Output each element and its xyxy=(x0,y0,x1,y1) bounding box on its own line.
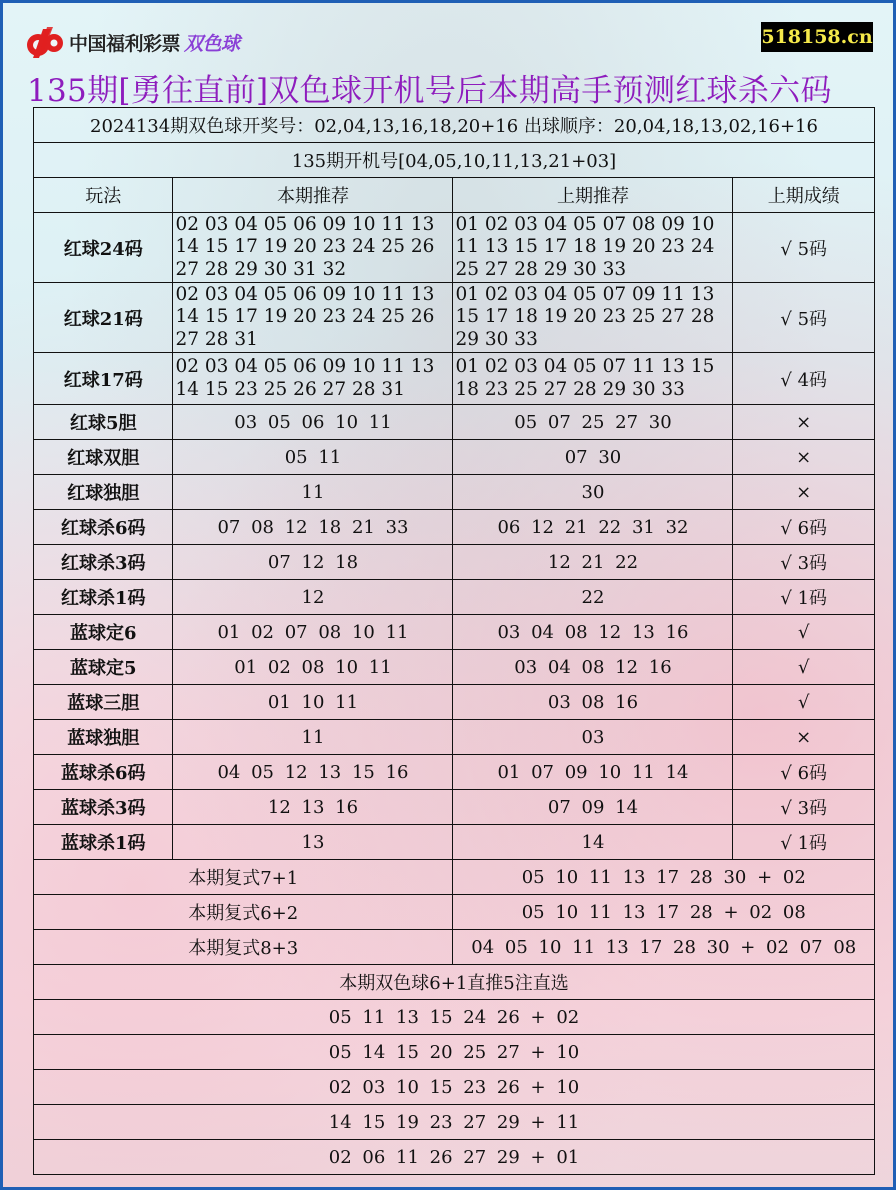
table-row xyxy=(34,353,875,405)
previous-numbers: 01 02 03 04 05 07 11 13 15 18 23 25 27 28 29 30 33 xyxy=(453,353,733,405)
previous-result: × xyxy=(733,405,875,440)
table-row xyxy=(34,720,875,755)
direct-pick-row xyxy=(34,1035,875,1070)
compound-row xyxy=(34,860,875,895)
table-row xyxy=(34,650,875,685)
row-label: 红球双胆 xyxy=(34,440,173,475)
table-row xyxy=(34,685,875,720)
previous-result: √ 6码 xyxy=(733,755,875,790)
direct-pick-row xyxy=(34,1140,875,1175)
current-numbers: 01 02 07 08 10 11 xyxy=(173,615,453,650)
machine-numbers-text: 135期开机号[04,05,10,11,13,21+03] xyxy=(34,143,875,178)
row-label: 红球独胆 xyxy=(34,475,173,510)
row-label: 红球21码 xyxy=(34,283,173,353)
current-numbers: 12 xyxy=(173,580,453,615)
current-numbers: 07 12 18 xyxy=(173,545,453,580)
direct-pick-row xyxy=(34,1070,875,1105)
previous-result: × xyxy=(733,440,875,475)
direct-pick-row xyxy=(34,1105,875,1140)
previous-result: √ 5码 xyxy=(733,283,875,353)
compound-row xyxy=(34,895,875,930)
row-label: 蓝球定5 xyxy=(34,650,173,685)
compound-label: 本期复式7+1 xyxy=(34,860,453,895)
previous-numbers: 22 xyxy=(453,580,733,615)
previous-result: √ 3码 xyxy=(733,790,875,825)
current-numbers: 04 05 12 13 15 16 xyxy=(173,755,453,790)
direct-pick: 05 14 15 20 25 27 + 10 xyxy=(34,1035,875,1070)
current-numbers: 13 xyxy=(173,825,453,860)
row-label: 红球17码 xyxy=(34,353,173,405)
previous-numbers: 05 07 25 27 30 xyxy=(453,405,733,440)
table-row xyxy=(34,475,875,510)
header-play-type: 玩法 xyxy=(34,178,173,213)
table-row xyxy=(34,580,875,615)
machine-numbers-row xyxy=(34,143,875,178)
logo-text: 中国福利彩票 xyxy=(69,32,181,55)
previous-result: √ 4码 xyxy=(733,353,875,405)
current-numbers: 01 02 08 10 11 xyxy=(173,650,453,685)
row-label: 蓝球三胆 xyxy=(34,685,173,720)
compound-numbers: 05 10 11 13 17 28 + 02 08 xyxy=(453,895,875,930)
current-numbers: 02 03 04 05 06 09 10 11 13 14 15 17 19 20 23 24 25 26 27 28 29 30 31 32 xyxy=(173,213,453,283)
row-label: 红球5胆 xyxy=(34,405,173,440)
table-row xyxy=(34,405,875,440)
current-numbers: 11 xyxy=(173,475,453,510)
table-row xyxy=(34,213,875,283)
welfare-lottery-logo-icon xyxy=(23,25,65,59)
previous-numbers: 01 02 03 04 05 07 08 09 10 11 13 15 17 18 19 20 23 24 25 27 28 29 30 33 xyxy=(453,213,733,283)
draw-result-row xyxy=(34,108,875,143)
table-row xyxy=(34,440,875,475)
compound-numbers: 04 05 10 11 13 17 28 30 + 02 07 08 xyxy=(453,930,875,965)
previous-result: √ 1码 xyxy=(733,825,875,860)
current-numbers: 02 03 04 05 06 09 10 11 13 14 15 17 19 20 23 24 25 26 27 28 31 xyxy=(173,283,453,353)
row-label: 蓝球杀3码 xyxy=(34,790,173,825)
previous-numbers: 06 12 21 22 31 32 xyxy=(453,510,733,545)
previous-numbers: 03 xyxy=(453,720,733,755)
logo-brand-text: 双色球 xyxy=(184,32,240,55)
row-label: 蓝球杀6码 xyxy=(34,755,173,790)
previous-numbers: 07 09 14 xyxy=(453,790,733,825)
current-numbers: 07 08 12 18 21 33 xyxy=(173,510,453,545)
previous-numbers: 03 04 08 12 16 xyxy=(453,650,733,685)
previous-numbers: 03 08 16 xyxy=(453,685,733,720)
site-badge[interactable]: 518158.cn xyxy=(761,22,873,52)
table-row xyxy=(34,825,875,860)
previous-result: × xyxy=(733,720,875,755)
page-title: 135期[勇往直前]双色球开机号后本期高手预测红球杀六码 xyxy=(27,73,832,109)
current-numbers: 11 xyxy=(173,720,453,755)
previous-result: √ xyxy=(733,685,875,720)
table-row xyxy=(34,283,875,353)
compound-label: 本期复式6+2 xyxy=(34,895,453,930)
previous-numbers: 14 xyxy=(453,825,733,860)
previous-numbers: 30 xyxy=(453,475,733,510)
compound-label: 本期复式8+3 xyxy=(34,930,453,965)
row-label: 红球24码 xyxy=(34,213,173,283)
direct-pick: 02 06 11 26 27 29 + 01 xyxy=(34,1140,875,1175)
direct-title: 本期双色球6+1直推5注直选 xyxy=(34,965,875,1000)
direct-pick-row xyxy=(34,1000,875,1035)
previous-result: × xyxy=(733,475,875,510)
current-numbers: 05 11 xyxy=(173,440,453,475)
previous-numbers: 01 07 09 10 11 14 xyxy=(453,755,733,790)
previous-result: √ 1码 xyxy=(733,580,875,615)
previous-numbers: 07 30 xyxy=(453,440,733,475)
table-row xyxy=(34,790,875,825)
previous-result: √ 3码 xyxy=(733,545,875,580)
compound-numbers: 05 10 11 13 17 28 30 + 02 xyxy=(453,860,875,895)
lottery-logo xyxy=(23,25,240,59)
previous-numbers: 12 21 22 xyxy=(453,545,733,580)
row-label: 蓝球定6 xyxy=(34,615,173,650)
table-row xyxy=(34,615,875,650)
direct-pick: 02 03 10 15 23 26 + 10 xyxy=(34,1070,875,1105)
header-previous-pick: 上期推荐 xyxy=(453,178,733,213)
table-row xyxy=(34,510,875,545)
header-current-pick: 本期推荐 xyxy=(173,178,453,213)
table-row xyxy=(34,755,875,790)
current-numbers: 01 10 11 xyxy=(173,685,453,720)
current-numbers: 03 05 06 10 11 xyxy=(173,405,453,440)
previous-numbers: 03 04 08 12 13 16 xyxy=(453,615,733,650)
row-label: 红球杀1码 xyxy=(34,580,173,615)
previous-result: √ 6码 xyxy=(733,510,875,545)
row-label: 蓝球杀1码 xyxy=(34,825,173,860)
header-previous-result: 上期成绩 xyxy=(733,178,875,213)
row-label: 红球杀6码 xyxy=(34,510,173,545)
direct-pick: 05 11 13 15 24 26 + 02 xyxy=(34,1000,875,1035)
compound-row xyxy=(34,930,875,965)
row-label: 红球杀3码 xyxy=(34,545,173,580)
current-numbers: 02 03 04 05 06 09 10 11 13 14 15 23 25 26 27 28 31 xyxy=(173,353,453,405)
table-header-row xyxy=(34,178,875,213)
previous-numbers: 01 02 03 04 05 07 09 11 13 15 17 18 19 20 23 25 27 28 29 30 33 xyxy=(453,283,733,353)
draw-result-text: 2024134期双色球开奖号：02,04,13,16,18,20+16 出球顺序：20,04,18,13,02,16+16 xyxy=(34,108,875,143)
current-numbers: 12 13 16 xyxy=(173,790,453,825)
previous-result: √ xyxy=(733,650,875,685)
direct-title-row xyxy=(34,965,875,1000)
previous-result: √ xyxy=(733,615,875,650)
table-row xyxy=(34,545,875,580)
previous-result: √ 5码 xyxy=(733,213,875,283)
prediction-table xyxy=(33,107,875,1175)
direct-pick: 14 15 19 23 27 29 + 11 xyxy=(34,1105,875,1140)
row-label: 蓝球独胆 xyxy=(34,720,173,755)
